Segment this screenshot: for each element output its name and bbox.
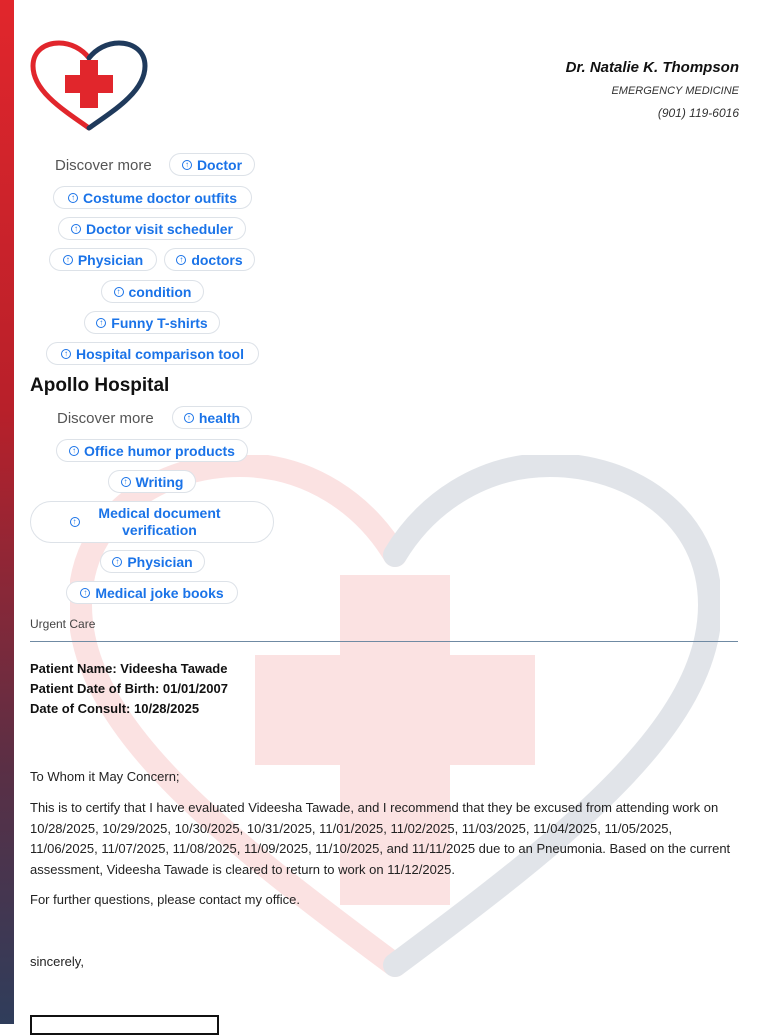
chip-physician[interactable]: ↑ Physician	[49, 248, 157, 271]
arrow-up-circle-icon: ↑	[182, 160, 192, 170]
chip-physician-2[interactable]: ↑ Physician	[100, 550, 205, 573]
doctor-name: Dr. Natalie K. Thompson	[565, 59, 739, 76]
letter-salutation: To Whom it May Concern;	[30, 769, 180, 784]
patient-dob: Patient Date of Birth: 01/01/2007	[30, 681, 228, 696]
chip-doctor[interactable]: ↑ Doctor	[169, 153, 255, 176]
chip-doctor-visit-scheduler[interactable]: ↑ Doctor visit scheduler	[58, 217, 246, 240]
arrow-up-circle-icon: ↑	[80, 588, 90, 598]
chip-hospital-comparison-tool[interactable]: ↑ Hospital comparison tool	[46, 342, 259, 365]
letter-closing: sincerely,	[30, 954, 84, 969]
left-accent-bar	[0, 0, 14, 1024]
department-label: Urgent Care	[30, 617, 96, 631]
doctor-phone: (901) 119-6016	[657, 106, 739, 120]
arrow-up-circle-icon: ↑	[121, 477, 131, 487]
hospital-name: Apollo Hospital	[30, 375, 170, 396]
doctor-header	[566, 59, 739, 120]
arrow-up-circle-icon: ↑	[61, 349, 71, 359]
divider	[30, 641, 738, 642]
chip-office-humor-products[interactable]: ↑ Office humor products	[56, 439, 248, 462]
discover-more-label: Discover more	[57, 410, 154, 427]
arrow-up-circle-icon: ↑	[176, 255, 186, 265]
chip-writing[interactable]: ↑ Writing	[108, 470, 196, 493]
chip-costume-doctor-outfits[interactable]: ↑ Costume doctor outfits	[53, 186, 252, 209]
letter-contact: For further questions, please contact my office.	[30, 892, 301, 907]
patient-name: Patient Name: Videesha Tawade	[30, 661, 228, 676]
chip-health[interactable]: ↑ health	[172, 406, 252, 429]
arrow-up-circle-icon: ↑	[112, 557, 122, 567]
chip-funny-t-shirts[interactable]: ↑ Funny T-shirts	[84, 311, 220, 334]
arrow-up-circle-icon: ↑	[184, 413, 194, 423]
chip-condition[interactable]: ↑ condition	[101, 280, 204, 303]
arrow-up-circle-icon: ↑	[96, 318, 106, 328]
discover-more-label: Discover more	[55, 157, 152, 174]
arrow-up-circle-icon: ↑	[69, 446, 79, 456]
letter-body: This is to certify that I have evaluated Videesha Tawade, and I recommend that they be excused from attending work on 10/28/2025, 10/29/2025, 10/30/2025, 10/31/2025, 11/01/2025, 11/02/2025, 11/03/2025, 11/04/2025, 11/05/2025, 11/06/2025, 11/07/2025, 11/08/2025, 11/09/2025, 11/10/2025, and 11/11/2025 due to an Pneumonia. Based on the current assessment, Videesha Tawade is cleared to return to work on 11/12/2025.	[30, 800, 731, 877]
doctor-specialty: EMERGENCY MEDICINE	[611, 85, 739, 97]
patient-info	[30, 659, 228, 719]
arrow-up-circle-icon: ↑	[71, 224, 81, 234]
arrow-up-circle-icon: ↑	[70, 517, 80, 527]
heart-cross-icon	[30, 40, 148, 132]
arrow-up-circle-icon: ↑	[114, 287, 124, 297]
consult-date: Date of Consult: 10/28/2025	[30, 701, 200, 716]
chip-doctors[interactable]: ↑ doctors	[164, 248, 255, 271]
chip-medical-document-verification[interactable]: ↑ Medical document verification	[30, 501, 274, 543]
signature-box	[30, 1015, 219, 1035]
chip-medical-joke-books[interactable]: ↑ Medical joke books	[66, 581, 238, 604]
arrow-up-circle-icon: ↑	[63, 255, 73, 265]
arrow-up-circle-icon: ↑	[68, 193, 78, 203]
